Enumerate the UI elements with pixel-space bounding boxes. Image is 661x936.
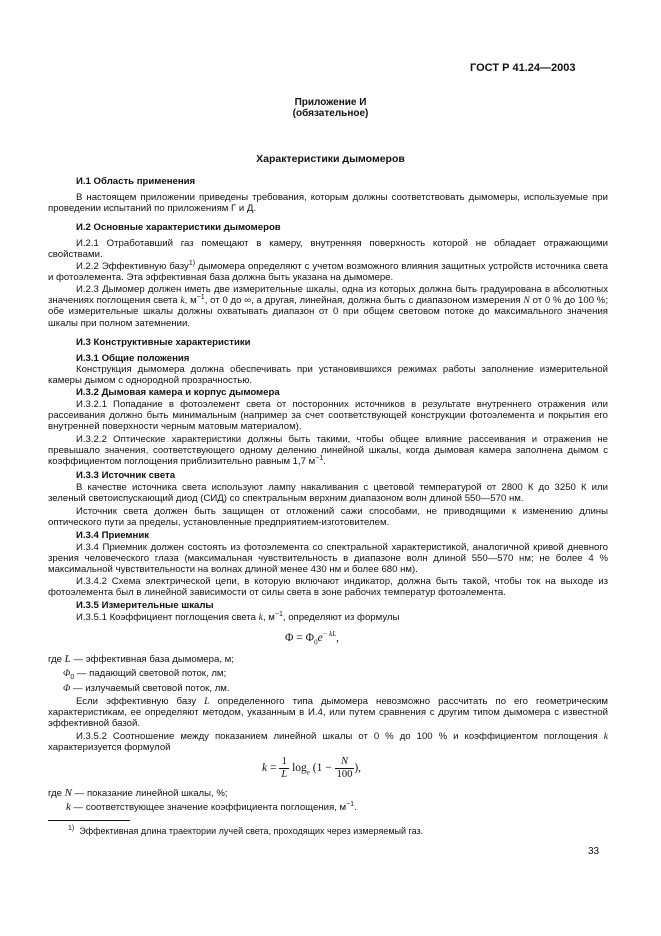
where-k: k — соответствующее значение коэффициента поглощения, $м^{-1}$. — [66, 800, 357, 813]
paragraph-i3-2-1: И.3.2.1 Попадание в фотоэлемент света от посторонних источников в результате внутреннего отражения или рассеивания должно быть минимальным (например за счет соответствующей конструкции фотоэлемента и покрытия его внутренней поверхности черным матовым материалом). — [48, 399, 608, 433]
where-N: где N — показание линейной шкалы, %; — [48, 787, 228, 799]
paragraph-i3-3b: Источник света должен быть защищен от отложений сажи способами, не приводящими к изменению длины оптического пути за пределы, установленные предприятием-изготовителем. — [48, 506, 608, 529]
document-code: ГОСТ Р 41.24—2003 — [470, 62, 576, 74]
where-phi: Φ — излучаемый световой поток, лм. — [63, 683, 230, 694]
heading-i3-2: И.3.2 Дымовая камера и корпус дымомера — [76, 387, 280, 398]
paragraph-i3-5-2: И.3.5.2 Соотношение между показанием линейной шкалы от 0 % до 100 % и коэффициентом поглощения k характеризуется формулой — [48, 731, 608, 754]
paragraph-i3-4-2: И.3.4.2 Схема электрической цепи, в которую включают индикатор, должна быть такой, чтобы ток на выходе из фотоэлемента был в линейной зависимости от силы света в зоне рабочих температур фотоэлемента. — [48, 576, 608, 599]
formula-k: k = $\frac{1}{L}$ $\log_e (1$ − $\frac{N}{100}$ ), — [262, 756, 362, 780]
heading-i3: И.3 Конструктивные характеристики — [76, 337, 251, 348]
paragraph-i2-1: И.2.1 Отработавший газ помещают в камеру, внутренняя поверхность которой не обладает отражающими свойствами. — [48, 238, 608, 261]
heading-i3-3: И.3.3 Источник света — [76, 470, 176, 481]
formula-flux: $\Phi = \Phi_0e^{- kL}$, — [285, 630, 340, 647]
heading-i1: И.1 Область применения — [76, 176, 196, 187]
paragraph-i3-5-1-more: Если эффективную базу L определенного типа дымомера невозможно рассчитать по его геометрическим характеристикам, ее определяют методом, указанным в И.4, или путем сравнения с другим типом дымомера с известной эффективной базой. — [48, 696, 608, 730]
paragraph-i2-2: И.2.2 Эффективную базу$^{1)}$ дымомера определяют с учетом возможного влияния защитных устройств источника света и фотоэлемента. Эта эффективная база должна быть указана на дымомере. — [48, 259, 608, 284]
annex-title: Приложение И — [294, 97, 367, 108]
heading-i3-5: И.3.5 Измерительные шкалы — [76, 600, 214, 611]
paragraph-i3-4: И.3.4 Приемник должен состоять из фотоэлемента со спектральной характеристикой, аналогичной кривой дневного зрения человеческого глаза (максимальная чувствительность в диапазоне волн длиной 550—570 нм; не более 4 % максимальной чувствительности на волнах длиной менее 430 нм и более 680 нм). — [48, 542, 608, 576]
where-L: где L — эффективная база дымомера, м; — [48, 653, 234, 665]
annex-status: (обязательное) — [292, 108, 369, 119]
heading-i3-4: И.3.4 Приемник — [76, 530, 150, 541]
heading-i2: И.2 Основные характеристики дымомеров — [76, 222, 281, 233]
paragraph-i2-3: И.2.3 Дымомер должен иметь две измерительные шкалы, одна из которых должна быть градуирована в абсолютных значениях поглощения света k, $м^{-1}$, от 0 до ∞, а другая, линейная, должна быть с диапазоном измерения N от 0 % до 100 %; обе измерительные шкалы должны охватывать диапазон от 0 при общем световом потоке до максимального значения шкалы при полном затемнении. — [48, 284, 609, 329]
heading-i3-1: И.3.1 Общие положения — [76, 353, 190, 364]
page-number: 33 — [588, 846, 600, 857]
paragraph-i3-1: Конструкция дымомера должна обеспечивать при установившихся режимах работы заполнение измерительной камеры дымом с однородной прозрачностью. — [48, 364, 608, 387]
where-phi0: $\Phi_0$ — падающий световой поток, лм; — [63, 668, 227, 681]
footnote: $^{1)}$ Эффективная длина траектории лучей света, проходящих через измеряемый газ. — [68, 825, 424, 836]
paragraph-i3-3a: В качестве источника света используют лампу накаливания с цветовой температурой от 2800 К до 3250 К или зеленый светоиспускающий диод (СИД) со спектральным верхним диапазоном волн длиной 550—570 нм. — [48, 482, 608, 505]
footnote-rule — [48, 820, 130, 821]
paragraph-i1: В настоящем приложении приведены требования, которым должны соответствовать дымомеры, используемые при проведении испытаний по приложениям Г и Д. — [48, 192, 608, 215]
paragraph-i3-5-1: И.3.5.1 Коэффициент поглощения света k, $м^{-1}$, определяют из формулы — [76, 610, 400, 623]
section-title: Характеристики дымомеров — [256, 153, 405, 165]
paragraph-i3-2-2: И.3.2.2 Оптические характеристики должны быть такими, чтобы общее влияние рассеивания и отражения не превышало значения, соответствующего одному делению линейной шкалы, когда дымовая камера заполнена дымом с коэффициентом поглощения приблизительно равным 1,7 $м^{-1}$. — [48, 434, 608, 468]
